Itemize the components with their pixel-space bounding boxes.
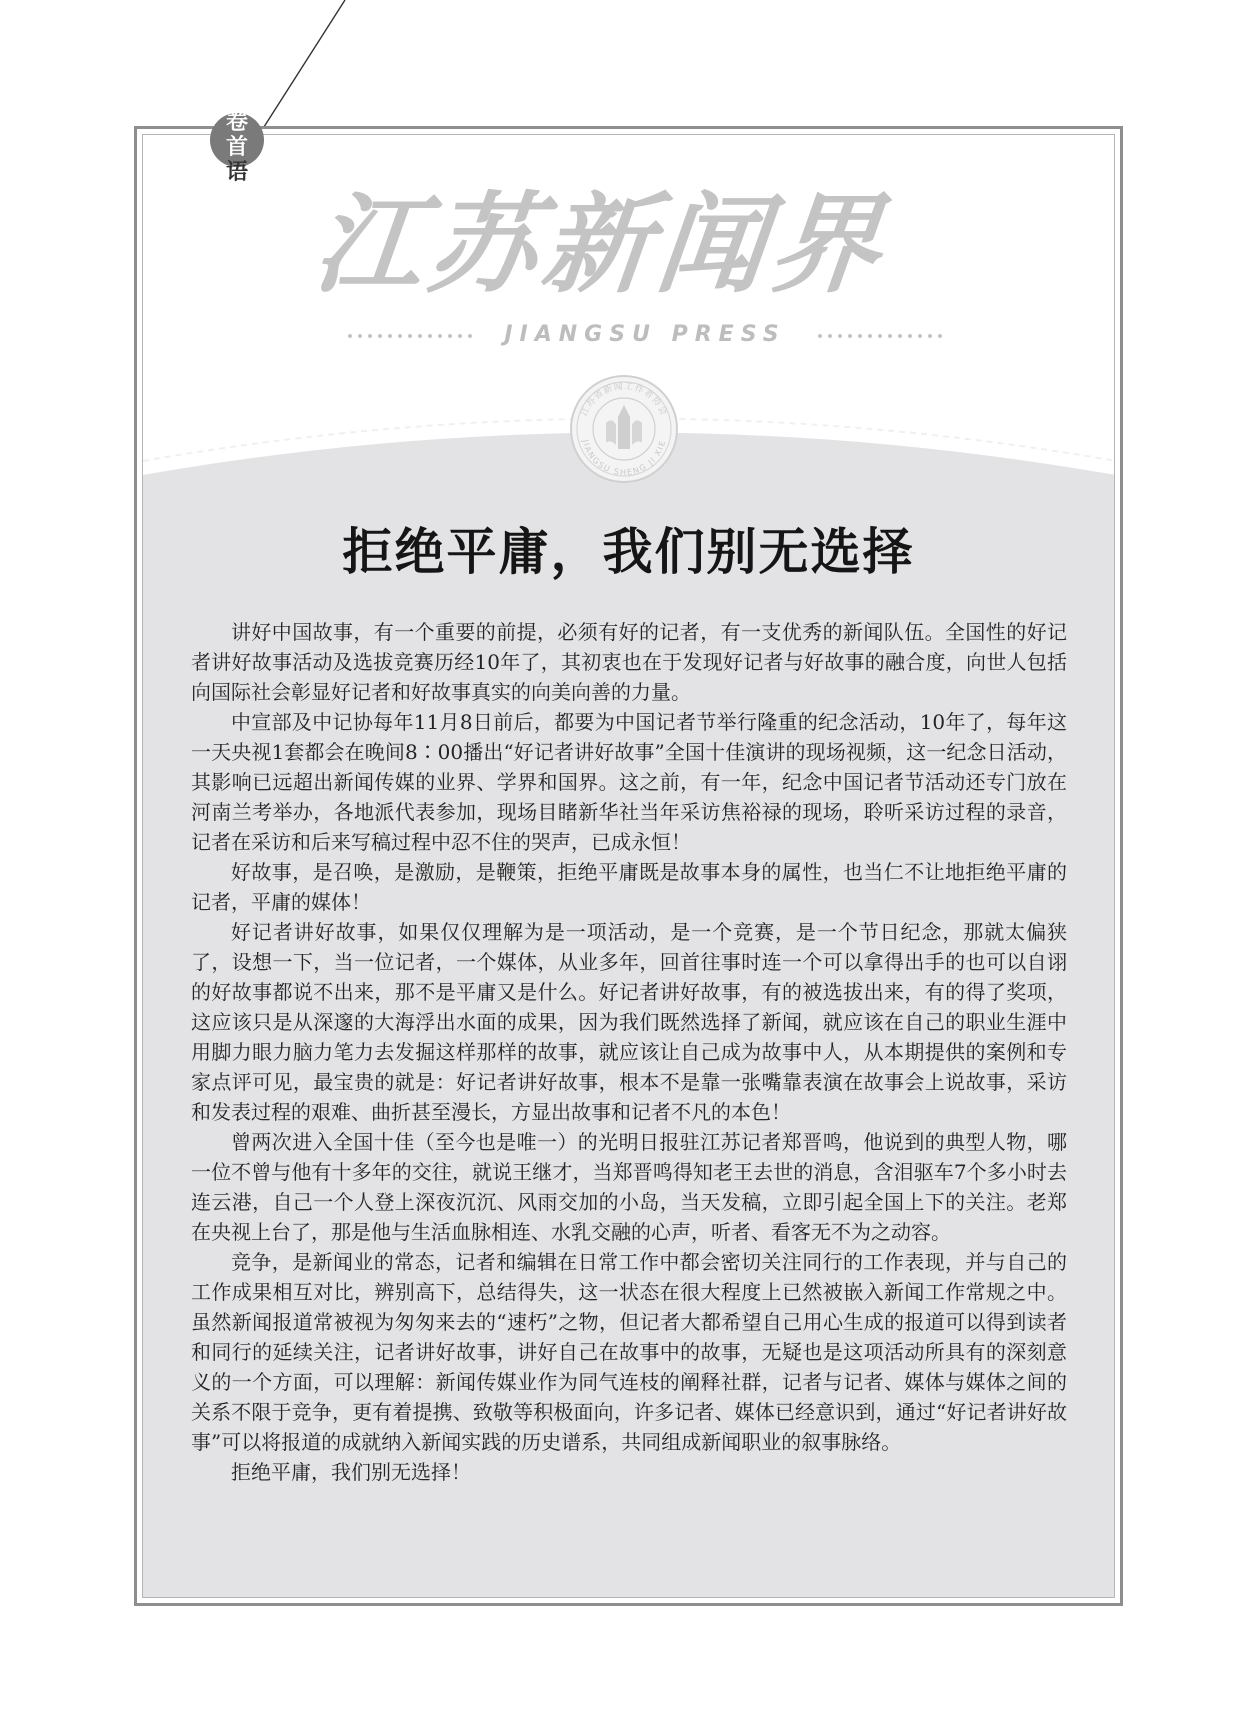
brand-logo-en-row [345,320,945,350]
section-tag-char: 首 [225,135,248,160]
article-body [191,617,1067,1487]
article-paragraph: 中宣部及中记协每年11月8日前后，都要为中国记者节举行隆重的纪念活动，10年了，每年这一天央视1套都会在晚间8∶00播出“好记者讲好故事”全国十佳演讲的现场视频，这一纪念日活动，其影响已远超出新闻传媒的业界、学界和国界。这之前，有一年，纪念中国记者节活动还专门放在河南兰考举办，各地派代表参加，现场目睹新华社当年采访焦裕禄的现场，聆听采访过程的录音，记者在采访和后来写稿过程中忍不住的哭声，已成永恒！ [191,710,1067,854]
article-paragraph: 讲好中国故事，有一个重要的前提，必须有好的记者，有一支优秀的新闻队伍。全国性的好记者讲好故事活动及选拔竞赛历经10年了，其初衷也在于发现好记者与好故事的融合度，向世人包括向国际社会彰显好记者和好故事真实的向美向善的力量。 [191,620,1067,704]
brand-logo-cn: 江苏新闻界 [308,183,892,308]
article-paragraph: 曾两次进入全国十佳（至今也是唯一）的光明日报驻江苏记者郑晋鸣，他说到的典型人物，哪一位不曾与他有十多年的交往，就说王继才，当郑晋鸣得知老王去世的消息，含泪驱车7个多小时去连云港，自己一个人登上深夜沉沉、风雨交加的小岛，当天发稿，立即引起全国上下的关注。老郑在央视上台了，那是他与生活血脉相连、水乳交融的心声，听者、看客无不为之动容。 [191,1130,1067,1244]
article-title: 拒绝平庸，我们别无选择 [342,522,915,581]
association-seal-logo [568,373,680,485]
seal-text-cn: 江苏省新闻工作者协会 [579,381,669,418]
seal-text-en: JIANGSU SHENG JI XIE [580,438,668,478]
decorative-dots-left [345,334,475,338]
article-paragraph: 拒绝平庸，我们别无选择！ [231,1460,471,1484]
article-paragraph: 竞争，是新闻业的常态，记者和编辑在日常工作中都会密切关注同行的工作表现，并与自己的工作成果相互对比，辨别高下，总结得失，这一状态在很大程度上已然被嵌入新闻工作常规之中。虽然新闻报道常被视为匆匆来去的“速朽”之物，但记者大都希望自己用心生成的报道可以得到读者和同行的延续关注，记者讲好故事，讲好自己在故事中的故事，无疑也是这项活动所具有的深刻意义的一个方面，可以理解：新闻传媒业作为同气连枝的阐释社群，记者与记者、媒体与媒体之间的关系不限于竞争，更有着提携、致敬等积极面向，许多记者、媒体已经意识到，通过“好记者讲好故事”可以将报道的成就纳入新闻实践的历史谱系，共同组成新闻职业的叙事脉络。 [191,1250,1067,1454]
article-paragraph: 好故事，是召唤，是激励，是鞭策，拒绝平庸既是故事本身的属性，也当仁不让地拒绝平庸的记者，平庸的媒体！ [191,860,1067,914]
section-tag-char: 语 [225,160,248,185]
section-tag-char: 卷 [225,110,248,135]
decorative-dots-right [815,334,945,338]
section-tag [222,110,252,185]
brand-logo-en: JIANGSU PRESS [504,322,786,347]
article-paragraph: 好记者讲好故事，如果仅仅理解为是一项活动，是一个竞赛，是一个节日纪念，那就太偏狭了，设想一下，当一位记者，一个媒体，从业多年，回首往事时连一个可以拿得出手的也可以自诩的好故事都说不出来，那不是平庸又是什么。好记者讲好故事，有的被选拔出来，有的得了奖项，这应该只是从深邃的大海浮出水面的成果，因为我们既然选择了新闻，就应该在自己的职业生涯中用脚力眼力脑力笔力去发掘这样那样的故事，就应该让自己成为故事中人，从本期提供的案例和专家点评可见，最宝贵的就是：好记者讲好故事，根本不是靠一张嘴靠表演在故事会上说故事，采访和发表过程的艰难、曲折甚至漫长，方显出故事和记者不凡的本色！ [191,920,1067,1124]
